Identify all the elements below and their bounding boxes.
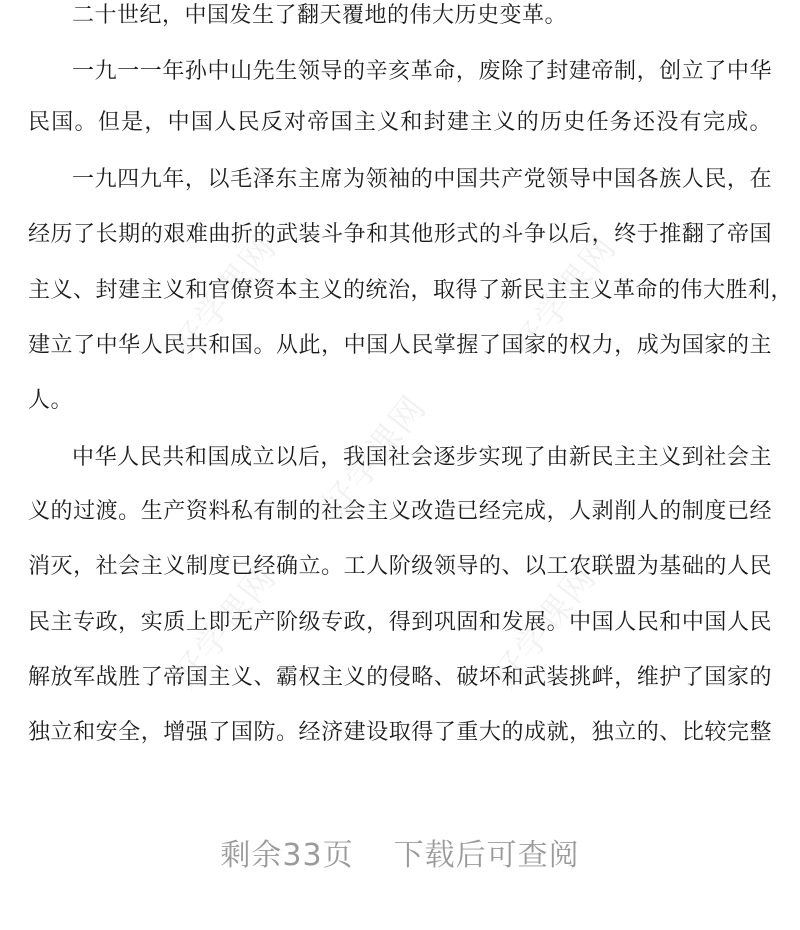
paragraph-line: 经历了长期的艰难曲折的武装斗争和其他形式的斗争以后，终于推翻了帝国 [28, 222, 772, 247]
paragraph-line: 中华人民共和国成立以后，我国社会逐步实现了由新民主主义到社会主 [72, 445, 772, 470]
watermark: 好学课网 [164, 227, 285, 366]
watermark: 好学课网 [484, 557, 605, 696]
paragraph-line: 主义、封建主义和官僚资本主义的统治，取得了新民主主义革命的伟大胜利， [28, 278, 794, 303]
paragraph-line: 民主专政，实质上即无产阶级专政，得到巩固和发展。中国人民和中国人民 [28, 610, 772, 635]
paragraph-line: 独立和安全，增强了国防。经济建设取得了重大的成就，独立的、比较完整 [28, 720, 772, 745]
download-hint-text: 下载后可查阅 [393, 838, 580, 873]
watermark: 好学课网 [164, 557, 285, 696]
paragraph-line: 民国。但是，中国人民反对帝国主义和封建主义的历史任务还没有完成。 [28, 110, 772, 135]
remaining-pages-banner[interactable] [0, 830, 800, 874]
paragraph-line: 人。 [28, 388, 74, 413]
paragraph-line: 义的过渡。生产资料私有制的社会主义改造已经完成，人剥削人的制度已经 [28, 499, 772, 524]
paragraph-line: 一九一一年孙中山先生领导的辛亥革命，废除了封建帝制，创立了中华 [72, 59, 772, 84]
paragraph-line: 二十世纪，中国发生了翻天覆地的伟大历史变革。 [72, 3, 568, 28]
paragraph-line: 消灭，社会主义制度已经确立。工人阶级领导的、以工农联盟为基础的人民 [28, 554, 772, 579]
paragraph-line: 一九四九年，以毛泽东主席为领袖的中国共产党领导中国各族人民，在 [72, 167, 772, 192]
paragraph-line: 解放军战胜了帝国主义、霸权主义的侵略、破坏和武装挑衅，维护了国家的 [28, 665, 772, 690]
watermark: 好学课网 [504, 227, 625, 366]
paragraph-line: 建立了中华人民共和国。从此，中国人民掌握了国家的权力，成为国家的主 [28, 333, 772, 358]
watermark: 好学课网 [314, 387, 435, 526]
remaining-pages-text: 剩余33页 [220, 838, 354, 873]
